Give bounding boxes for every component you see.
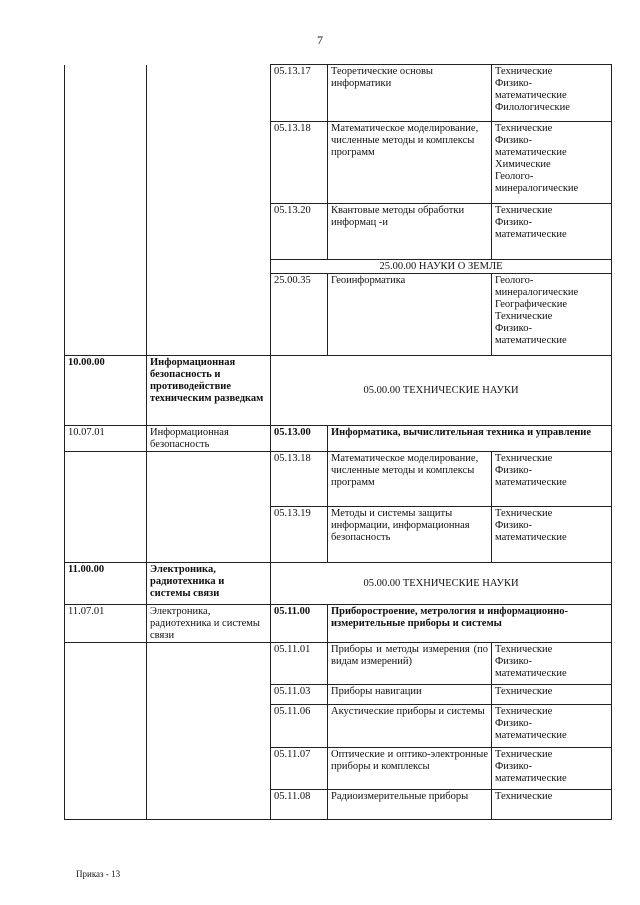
- table-row: [65, 748, 612, 790]
- row-fields: Технические Физико- математические: [492, 643, 612, 685]
- row-code: 05.11.01: [271, 643, 328, 685]
- subgroup-spec-code: 05.13.00: [271, 426, 328, 452]
- section-header: 05.00.00 ТЕХНИЧЕСКИЕ НАУКИ: [271, 356, 612, 426]
- section-header-row: [65, 260, 612, 274]
- section-header: 25.00.00 НАУКИ О ЗЕМЛЕ: [271, 260, 612, 274]
- row-name: Методы и системы защиты информации, информационная безопасность: [328, 507, 492, 563]
- row-code: 05.13.19: [271, 507, 328, 563]
- group-code: 10.00.00: [65, 356, 147, 426]
- row-code: 05.11.07: [271, 748, 328, 790]
- row-code: 05.13.17: [271, 65, 328, 122]
- row-fields: Технические Физико- математические: [492, 204, 612, 260]
- subgroup-spec-title: Информатика, вычислительная техника и управление: [328, 426, 612, 452]
- subgroup-spec-title: Приборостроение, метрология и информационно-измерительные приборы и системы: [328, 605, 612, 643]
- group-title: Информационная безопасность и противодействие техническим разведкам: [147, 356, 271, 426]
- row-name: Приборы и методы измерения (по видам измерений): [328, 643, 492, 685]
- subgroup-code: 11.07.01: [65, 605, 147, 643]
- table-row: [65, 507, 612, 563]
- row-code: 05.13.20: [271, 204, 328, 260]
- row-name: Математическое моделирование, численные методы и комплексы программ: [328, 452, 492, 507]
- group-title: Электроника, радиотехника и системы связи: [147, 563, 271, 605]
- row-code: 05.11.03: [271, 685, 328, 705]
- row-fields: Технические Физико- математические Филологические: [492, 65, 612, 122]
- row-fields: Технические Физико- математические: [492, 748, 612, 790]
- row-fields: Технические Физико- математические Химические Геолого- минералогические: [492, 122, 612, 204]
- subgroup-spec-code: 05.11.00: [271, 605, 328, 643]
- table-row: [65, 274, 612, 356]
- row-fields: Технические Физико- математические: [492, 452, 612, 507]
- row-code: 25.00.35: [271, 274, 328, 356]
- row-name: Акустические приборы и системы: [328, 705, 492, 748]
- page-number: 7: [317, 33, 323, 47]
- table-row: [65, 204, 612, 260]
- table-row: [65, 122, 612, 204]
- row-code: 05.13.18: [271, 452, 328, 507]
- row-name: Приборы навигации: [328, 685, 492, 705]
- row-name: Радиоизмерительные приборы: [328, 790, 492, 820]
- subgroup-code: 10.07.01: [65, 426, 147, 452]
- row-fields: Геолого- минералогические Географические Технические Физико- математические: [492, 274, 612, 356]
- group-code: 11.00.00: [65, 563, 147, 605]
- table-row: [65, 452, 612, 507]
- table-row: [65, 65, 612, 122]
- subgroup-title: Электроника, радиотехника и системы связи: [147, 605, 271, 643]
- footer-note: Приказ - 13: [76, 869, 121, 879]
- table-row: [65, 643, 612, 685]
- row-name: Математическое моделирование, численные методы и комплексы программ: [328, 122, 492, 204]
- group-row: [65, 356, 612, 426]
- table-row: [65, 685, 612, 705]
- section-header: 05.00.00 ТЕХНИЧЕСКИЕ НАУКИ: [271, 563, 612, 605]
- row-code: 05.11.06: [271, 705, 328, 748]
- row-name: Оптические и оптико-электронные приборы и комплексы: [328, 748, 492, 790]
- subgroup-row: [65, 426, 612, 452]
- subgroup-row: [65, 605, 612, 643]
- table-row: [65, 790, 612, 820]
- row-code: 05.11.08: [271, 790, 328, 820]
- specialties-table: [64, 64, 612, 820]
- subgroup-title: Информационная безопасность: [147, 426, 271, 452]
- row-name: Теоретические основы информатики: [328, 65, 492, 122]
- row-fields: Технические Физико- математические: [492, 705, 612, 748]
- row-name: Геоинформатика: [328, 274, 492, 356]
- row-fields: Технические Физико- математические: [492, 507, 612, 563]
- row-name: Квантовые методы обработки информац -и: [328, 204, 492, 260]
- group-row: [65, 563, 612, 605]
- table-row: [65, 705, 612, 748]
- row-fields: Технические: [492, 685, 612, 705]
- row-code: 05.13.18: [271, 122, 328, 204]
- row-fields: Технические: [492, 790, 612, 820]
